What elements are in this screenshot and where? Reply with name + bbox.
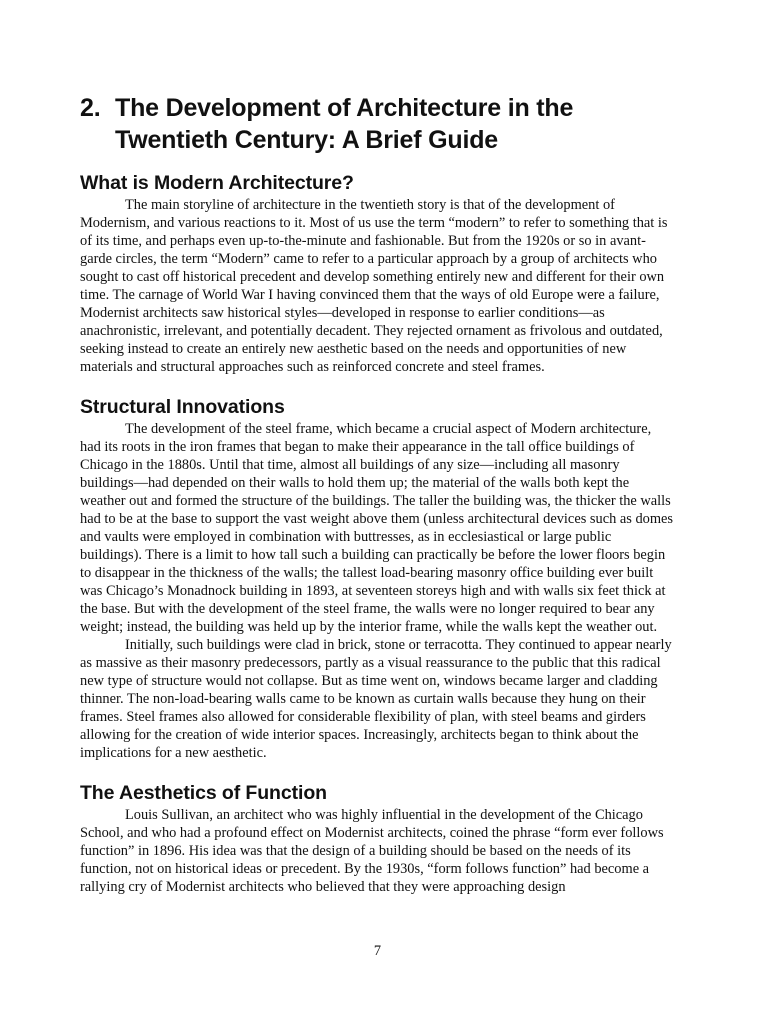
body-paragraph: Initially, such buildings were clad in brick, stone or terracotta. They continued to appear nearly as massive as their masonry predecessors, partly as a visual reassurance to the public that this radical new type of structure would not collapse. But as time went on, windows became larger and cladding thinner. The non-load-bearing walls came to be known as curtain walls because they hung on their frames. Steel frames also allowed for considerable flexibility of plan, with steel beams and girders allowing for the creation of wide interior spaces. Increasingly, architects began to think about the implications for a new aesthetic. <box>80 637 672 761</box>
section-heading: The Aesthetics of Function <box>80 782 327 804</box>
document-page <box>80 0 675 1024</box>
page-number: 7 <box>373 943 382 959</box>
section-heading: What is Modern Architecture? <box>80 172 354 194</box>
chapter-title <box>80 92 680 156</box>
body-paragraph: Louis Sullivan, an architect who was highly influential in the development of the Chicago School, and who had a profound effect on Modernist architects, coined the phrase “form ever follows function” in 1896. His idea was that the design of a building should be based on the needs of its function, not on historical ideas or precedent. By the 1930s, “form follows function” had become a rallying cry of Modernist architects who believed that they were approaching design <box>80 807 664 895</box>
section-structural-innovations <box>80 394 675 762</box>
section-modern-architecture <box>80 170 675 376</box>
body-paragraph: The main storyline of architecture in the twentieth story is that of the development of Modernism, and various reactions to it. Most of us use the term “modern” to refer to something that is of its time, and perhaps even up-to-the-minute and fashionable. But from the 1920s or so in avant-garde circles, the term “Modern” came to refer to a particular approach by a group of architects who sought to cast off historical precedent and develop something entirely new and different for their own time. The carnage of World War I having convinced them that the ways of old Europe were a failure, Modernist architects saw historical styles—developed in response to earlier conditions—as anachronistic, irrelevant, and potentially decadent. They rejected ornament as frivolous and outdated, seeking instead to create an entirely new aesthetic based on the needs and opportunities of new materials and structural approaches such as reinforced concrete and steel frames. <box>80 197 668 375</box>
chapter-title-line-1: The Development of Architecture in the <box>115 94 574 122</box>
section-heading: Structural Innovations <box>80 396 285 418</box>
document-body <box>80 170 675 896</box>
chapter-title-line-2: Twentieth Century: A Brief Guide <box>115 126 498 154</box>
section-aesthetics-of-function <box>80 780 675 896</box>
chapter-number: 2. <box>80 94 101 122</box>
section-spacer <box>80 376 675 394</box>
section-spacer <box>80 762 675 780</box>
body-paragraph: The development of the steel frame, which became a crucial aspect of Modern architecture, had its roots in the iron frames that began to make their appearance in the tall office buildings of Chicago in the 1880s. Until that time, almost all buildings of any size—including all masonry buildings—had depended on their walls to hold them up; the material of the walls both kept the weather out and formed the structure of the buildings. The taller the building was, the thicker the walls had to be at the base to support the vast weight above them (unless architectural devices such as domes and vaults were employed in combination with buttresses, as in ecclesiastical or large public buildings). There is a limit to how tall such a building can practically be before the lower floors begin to disappear in the thickness of the walls; the tallest load-bearing masonry office building ever built was Chicago’s Monadnock building in 1893, at seventeen storeys high and with walls six feet thick at the base. But with the development of the steel frame, the walls were no longer required to bear any weight; instead, the building was held up by the interior frame, while the walls kept the weather out. <box>80 421 674 635</box>
